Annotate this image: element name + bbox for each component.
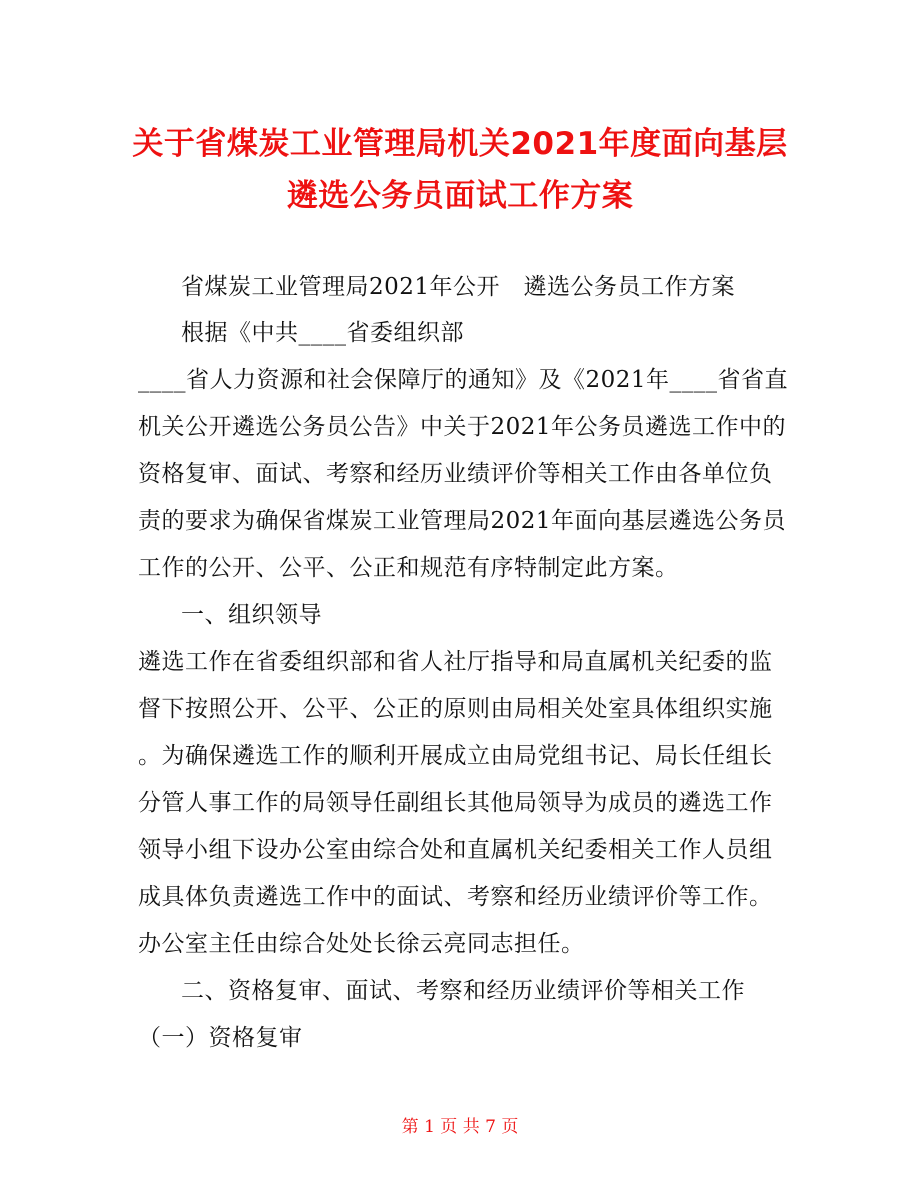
paragraph-line: 督下按照公开、公平、公正的原则由局相关处室具体组织实施 — [138, 696, 773, 722]
paragraph-line: ____省人力资源和社会保障厅的通知》及《2021年____省省直 — [138, 367, 789, 393]
paragraph-line: 责的要求为确保省煤炭工业管理局2021年面向基层遴选公务员 — [138, 508, 787, 534]
paragraph-line: 。为确保遴选工作的顺利开展成立由局党组书记、局长任组长 — [138, 743, 773, 769]
document-title-line-2: 遴选公务员面试工作方案 — [286, 178, 634, 214]
section-heading: 一、组织领导 — [181, 602, 322, 628]
paragraph-line: 成具体负责遴选工作中的面试、考察和经历业绩评价等工作。 — [138, 884, 773, 910]
document-title-line-1: 关于省煤炭工业管理局机关2021年度面向基层 — [132, 126, 788, 162]
section-heading: 二、资格复审、面试、考察和经历业绩评价等相关工作 — [181, 978, 745, 1004]
paragraph-line: 遴选工作在省委组织部和省人社厅指导和局直属机关纪委的监 — [138, 649, 773, 675]
paragraph-line: 领导小组下设办公室由综合处和直属机关纪委相关工作人员组 — [138, 837, 773, 863]
intro-heading: 省煤炭工业管理局2021年公开 遴选公务员工作方案 — [181, 274, 736, 300]
paragraph-line: 分管人事工作的局领导任副组长其他局领导为成员的遴选工作 — [138, 790, 773, 816]
paragraph-line: 工作的公开、公平、公正和规范有序特制定此方案。 — [138, 555, 679, 581]
paragraph-line: 根据《中共____省委组织部 — [181, 320, 464, 346]
page-number-footer: 第 1 页 共 7 页 — [401, 1117, 519, 1137]
paragraph-line: 机关公开遴选公务员公告》中关于2021年公务员遴选工作中的 — [138, 414, 787, 440]
paragraph-line: 资格复审、面试、考察和经历业绩评价等相关工作由各单位负 — [138, 461, 773, 487]
paragraph-line: 办公室主任由综合处处长徐云亮同志担任。 — [138, 931, 585, 957]
subsection-heading: （一）资格复审 — [138, 1025, 303, 1051]
